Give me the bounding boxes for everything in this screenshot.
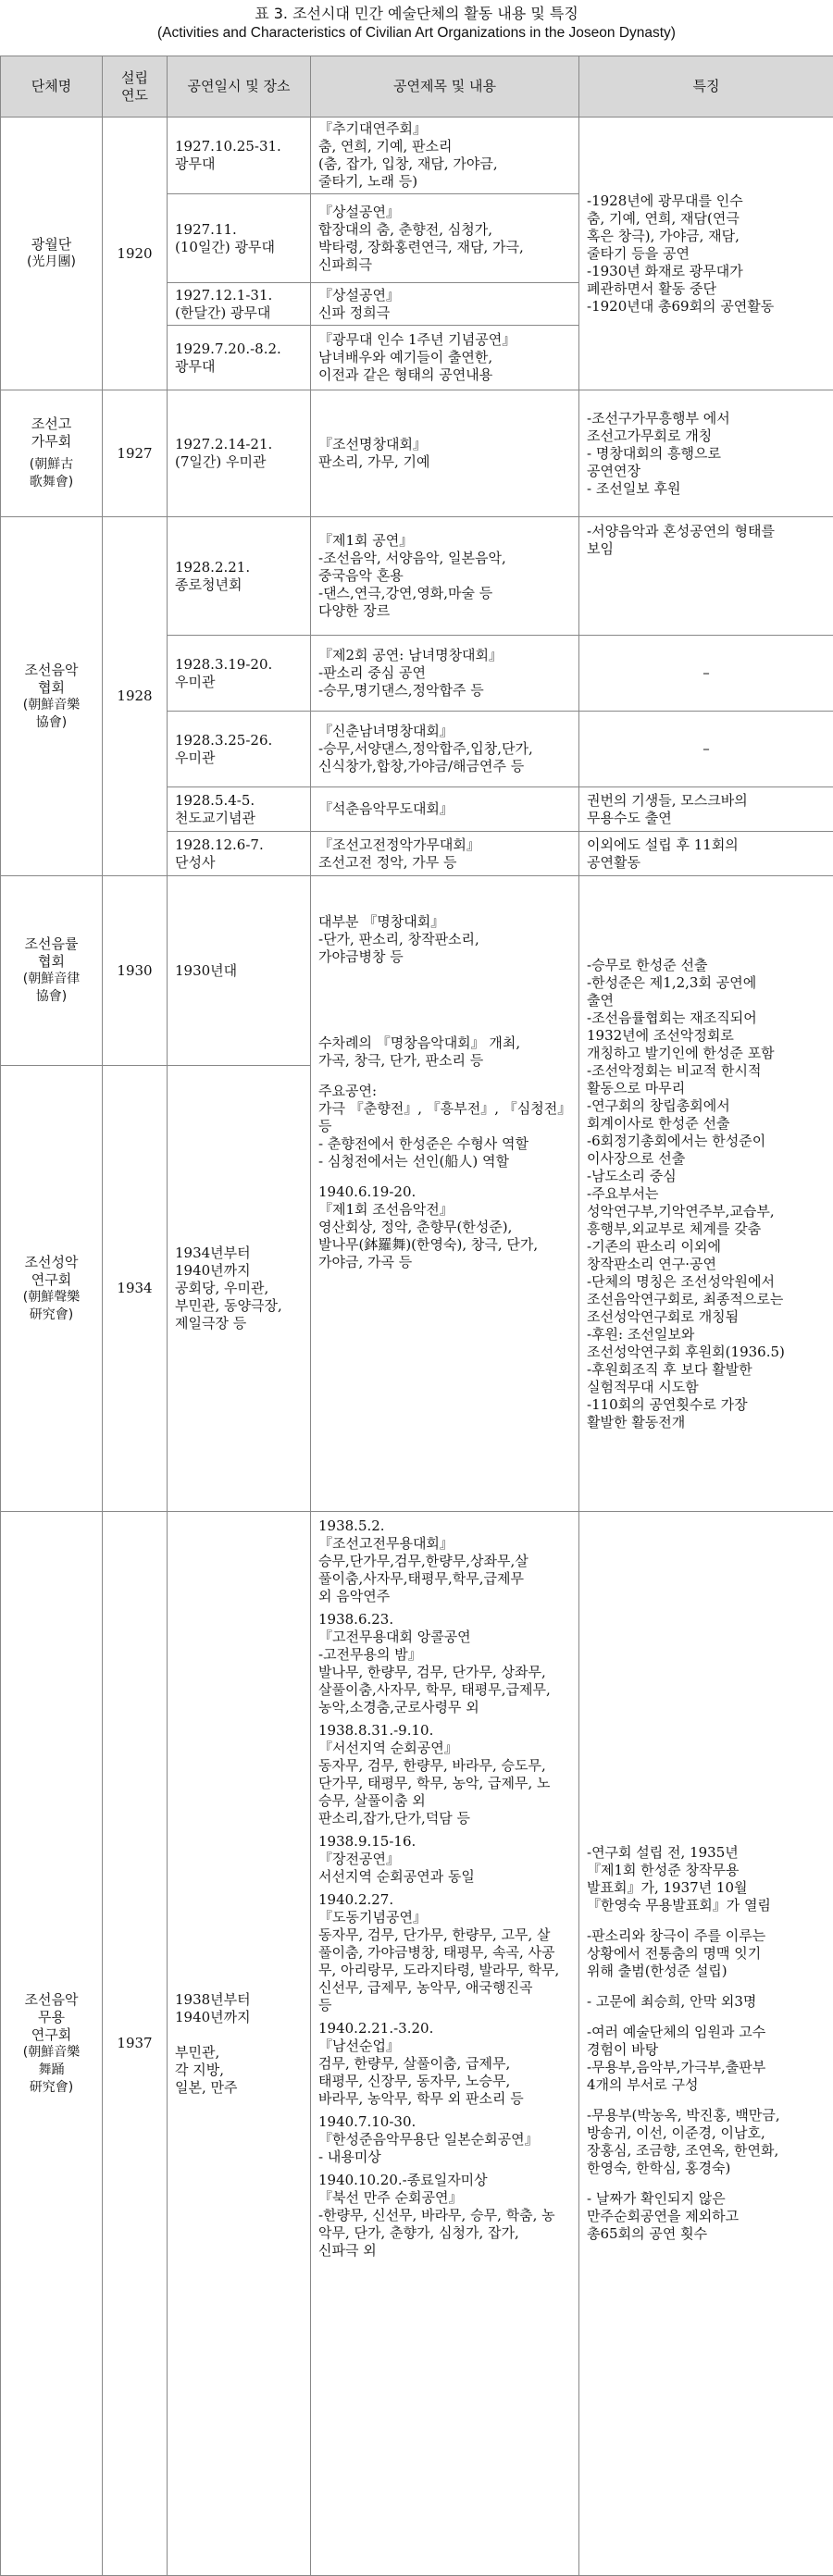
perf-program: 『상설공연』 신파 정희극 <box>311 283 579 326</box>
header-features: 특징 <box>579 56 833 118</box>
perf-date: 1927.10.25-31. 광무대 <box>168 118 311 194</box>
org-name-muyong: 조선음악 무용 연구회 (朝鮮音樂 舞踊 研究會) <box>1 1512 103 2576</box>
header-founding-year: 설립 연도 <box>103 56 168 118</box>
org-name-gwangwol: 광월단 (光月團) <box>1 118 103 390</box>
perf-program: 『광무대 인수 1주년 기념공연』 남녀배우와 예기들이 출연한, 이전과 같은 형태의 공연내용 <box>311 326 579 390</box>
founding-year: 1934 <box>103 1066 168 1512</box>
founding-year: 1920 <box>103 118 168 390</box>
header-row <box>1 56 833 118</box>
activities-table <box>0 56 833 2576</box>
table-row <box>1 517 833 636</box>
founding-year: 1930 <box>103 876 168 1066</box>
perf-program: 『상설공연』 합장대의 춤, 춘향전, 심청가, 박타령, 장화홍련연극, 재담, 가극, 신파희극 <box>311 194 579 283</box>
header-date-venue: 공연일시 및 장소 <box>168 56 311 118</box>
founding-year: 1927 <box>103 390 168 517</box>
table-title-english: (Activities and Characteristics of Civilian Art Organizations in the Joseon Dynasty) <box>0 24 833 43</box>
table-row <box>1 118 833 194</box>
features-gamuhoe: -조선구가무흥행부 에서 조선고가무회로 개칭 - 명창대회의 흥행으로 공연연장 - 조선일보 후원 <box>579 390 833 517</box>
header-org-name: 단체명 <box>1 56 103 118</box>
perf-date: 1928.5.4-5. 천도교기념관 <box>168 787 311 832</box>
perf-date: 1929.7.20.-8.2. 광무대 <box>168 326 311 390</box>
perf-program: 『조선명창대회』 판소리, 가무, 기예 <box>311 390 579 517</box>
perf-feature: 이외에도 설립 후 11회의 공연활동 <box>579 832 833 876</box>
table-row <box>1 1512 833 2576</box>
perf-program: 『추기대연주회』 춤, 연희, 기예, 판소리 (춤, 잡가, 입창, 재담, 가야금, 줄타기, 노래 등) <box>311 118 579 194</box>
perf-program: 『신춘남녀명창대회』 -승무,서양댄스,정악합주,입창,단가, 신식창가,합창,가야금/해금연주 등 <box>311 712 579 787</box>
perf-program: 『제1회 공연』 -조선음악, 서양음악, 일본음악, 중국음악 혼용 -댄스,연극,강연,영화,마술 등 다양한 장르 <box>311 517 579 636</box>
perf-date: 1928.3.25-26. 우미관 <box>168 712 311 787</box>
perf-date: 1938년부터 1940년까지 부민관, 각 지방, 일본, 만주 <box>168 1512 311 2576</box>
perf-program: 『석춘음악무도대회』 <box>311 787 579 832</box>
perf-feature: 권번의 기생들, 모스크바의 무용수도 출연 <box>579 787 833 832</box>
perf-feature: – <box>579 636 833 712</box>
perf-program-yulhoe-yeongu: 대부분 『명창대회』 -단가, 판소리, 창작판소리, 가야금병창 등 수차례의 『명창음악대회』 개최, 가곡, 창극, 단가, 판소리 등 주요공연: 가극 『춘향전』, 『흥부전』, 『심청전』 등 - 춘향전에서 한성준은 수형사 역할 - 심청전에서는 선인(船人) 역할 1940.6.19-20. 『제1회 조선음악전』 영산회상, 정악, 춘향무(한성준), 발나무(鉢羅舞)(한영숙), 창극, 단가, 가야금, 가곡 등 <box>311 876 579 1512</box>
founding-year: 1937 <box>103 1512 168 2576</box>
perf-program-muyong: 1938.5.2. 『조선고전무용대회』 승무,단가무,검무,한량무,상좌무,살 풀이춤,사자무,태평무,학무,급제무 외 음악연주 1938.6.23. 『고전무용대회 앙콜공연 -고전무용의 밤』 발나무, 한량무, 검무, 단가무, 상좌무, 살풀이춤,사자무, 학무, 태평무,급제무, 농악,소경춤,군로사령무 외 1938.8.31.-9.10. 『서선지역 순회공연』 동자무, 검무, 한량무, 바라무, 승도무, 단가무, 태평무, 학무, 농악, 급제무, 노 승무, 살풀이춤 외 판소리,잡가,단가,덕담 등 1938.9.15-16. 『장전공연』 서선지역 순회공연과 동일 1940.2.27. 『도동기념공연』 동자무, 검무, 단가무, 한량무, 고무, 살 풀이춤, 가야금병창, 태평무, 속곡, 사공 무, 아리랑무, 도라지타령, 발라무, 학무, 신선무, 급제무, 농악무, 애국행진곡 등 1940.2.21.-3.20. 『남선순업』 검무, 한량무, 살풀이춤, 급제무, 태평무, 신장무, 동자무, 노승무, 바라무, 농악무, 학무 외 판소리 등 1940.7.10-30. 『한성준음악무용단 일본순회공연』 - 내용미상 1940.10.20.-종료일자미상 『북선 만주 순회공연』 -한량무, 신선무, 바라무, 승무, 학춤, 농 악무, 단가, 춘향가, 심청가, 잡가, 신파극 외 <box>311 1512 579 2576</box>
perf-date: 1927.11. (10일간) 광무대 <box>168 194 311 283</box>
features-yulhoe-yeongu: -승무로 한성준 선출 -한성준은 제1,2,3회 공연에 출연 -조선음률협회는 재조직되어 1932년에 조선악정회로 개칭하고 발기인에 한성준 포함 -조선악정회는 비교적 한시적 활동으로 마무리 -연구회의 창립총회에서 회계이사로 한성준 선출 -6회정기총회에서는 한성준이 이사장으로 선출 -남도소리 중심 -주요부서는 성악연구부,기악연주부,교습부, 흥행부,외교부로 체계를 갖춤 -기존의 판소리 이외에 창작판소리 연구·공연 -단체의 명칭은 조선성악원에서 조선음악연구회로, 최종적으로는 조선성악연구회로 개칭됨 -후원: 조선일보와 조선성악연구회 후원회(1936.5) -후원회조직 후 보다 활발한 실험적무대 시도함 -110회의 공연횟수로 가장 활발한 활동전개 <box>579 876 833 1512</box>
perf-date: 1927.2.14-21. (7일간) 우미관 <box>168 390 311 517</box>
table-row <box>1 390 833 517</box>
features-gwangwol: -1928년에 광무대를 인수 춤, 기예, 연희, 재담(연극 혹은 창극), 가야금, 재담, 줄타기 등을 공연 -1930년 화재로 광무대가 폐관하면서 활동 중단 -1920년대 총69회의 공연활동 <box>579 118 833 390</box>
org-name-gamuhoe: 조선고 가무회 (朝鮮古 歌舞會) <box>1 390 103 517</box>
org-name-yulhoe: 조선음률 협회 (朝鮮音律 協會) <box>1 876 103 1066</box>
features-muyong: -연구회 설립 전, 1935년 『제1회 한성준 창작무용 발표회』가, 1937년 10월 『한영숙 무용발표회』가 열림 -판소리와 창극이 주를 이루는 상황에서 전통춤의 명맥 잇기 위해 출범(한성준 설립) - 고문에 최승희, 안막 외3명 -여러 예술단체의 임원과 고수 경험이 바탕 -무용부,음악부,가극부,출판부 4개의 부서로 구성 -무용부(박농옥, 박진홍, 백만금, 방송귀, 이선, 이준경, 이남호, 장홍심, 조금향, 조연옥, 한연화, 한영숙, 한학심, 홍경숙) - 날짜가 확인되지 않은 만주순회공연을 제외하고 총65회의 공연 횟수 <box>579 1512 833 2576</box>
perf-date: 1927.12.1-31. (한달간) 광무대 <box>168 283 311 326</box>
perf-date: 1930년대 <box>168 876 311 1066</box>
org-name-eumak: 조선음악 협회 (朝鮮音樂 協會) <box>1 517 103 876</box>
table-title-korean: 표 3. 조선시대 민간 예술단체의 활동 내용 및 특징 <box>0 4 833 24</box>
perf-date: 1934년부터 1940년까지 공회당, 우미관, 부민관, 동양극장, 제일극장 등 <box>168 1066 311 1512</box>
perf-program: 『조선고전정악가무대회』 조선고전 정악, 가무 등 <box>311 832 579 876</box>
founding-year: 1928 <box>103 517 168 876</box>
perf-date: 1928.2.21. 종로청년회 <box>168 517 311 636</box>
perf-date: 1928.3.19-20. 우미관 <box>168 636 311 712</box>
perf-feature: -서양음악과 혼성공연의 형태를 보임 <box>579 517 833 636</box>
perf-program: 『제2회 공연: 남녀명창대회』 -판소리 중심 공연 -승무,명기댄스,정악합주 등 <box>311 636 579 712</box>
header-program: 공연제목 및 내용 <box>311 56 579 118</box>
perf-date: 1928.12.6-7. 단성사 <box>168 832 311 876</box>
table-row <box>1 876 833 1066</box>
perf-feature: – <box>579 712 833 787</box>
table-caption <box>0 4 833 43</box>
org-name-yeongu: 조선성악 연구회 (朝鮮聲樂 研究會) <box>1 1066 103 1512</box>
